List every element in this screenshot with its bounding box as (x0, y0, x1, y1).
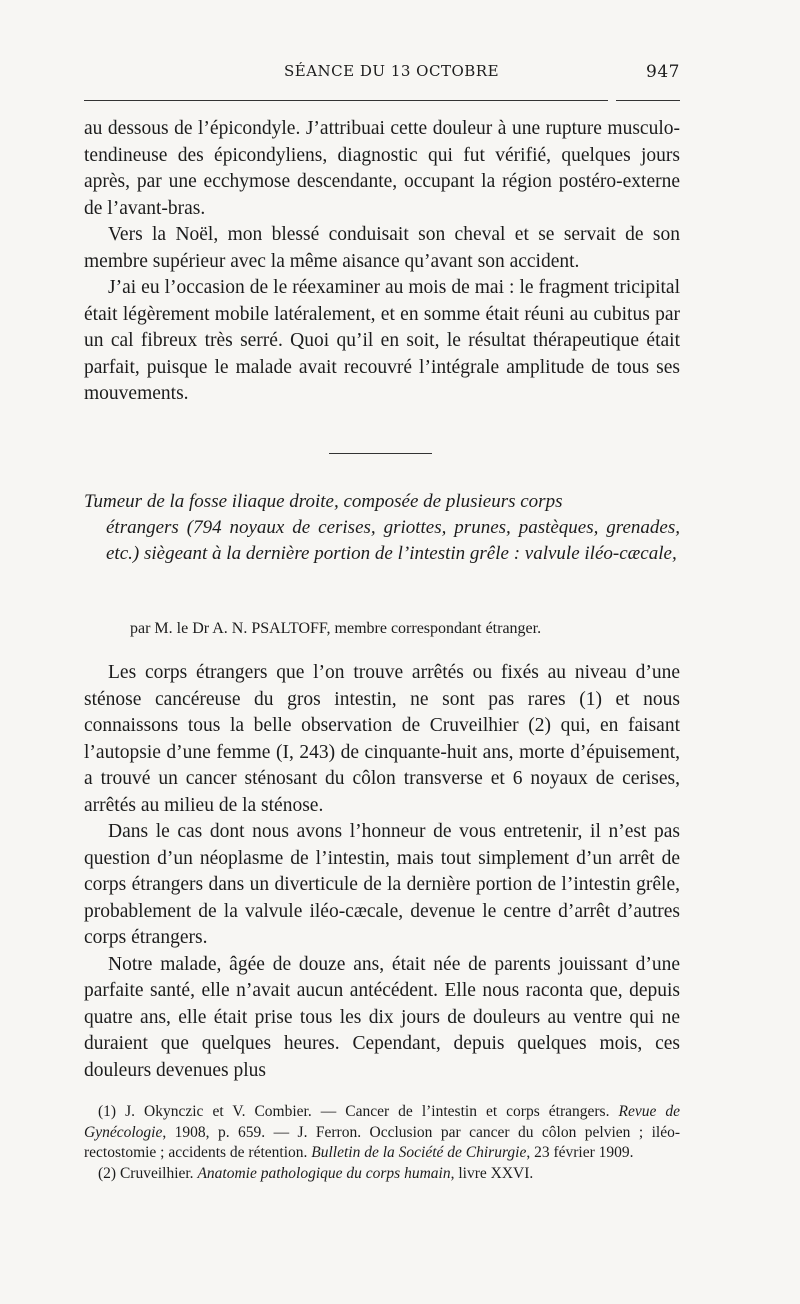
footnote-1-journal: Revue de Gynécologie (84, 1103, 680, 1141)
footnote-1-text-b: , 1908, p. 659. — J. Ferron. Occlusion par cancer du côlon pelvien ; iléo-rectostomie ; accidents de rétention. (84, 1123, 680, 1161)
running-head (84, 52, 680, 92)
footnotes (84, 1102, 680, 1184)
article-title-rest: étrangers (794 noyaux de cerises, griottes, prunes, pastèques, grenades, etc.) siègeant à la dernière portion de l’intestin grêle : valvule iléo-cæcale, (106, 517, 680, 564)
section-article-body (84, 660, 680, 1084)
paragraph: Vers la Noël, mon blessé conduisait son cheval et se servait de son membre supérieur avec la même aisance qu’avant son accident. (84, 224, 680, 272)
page-number: 947 (646, 62, 680, 82)
running-head-title: SÉANCE DU 13 OCTOBRE (284, 62, 500, 80)
byline: par M. le Dr A. N. PSALTOFF, membre correspondant étranger. (130, 620, 542, 637)
footnote-1-text-a: (1) J. Okynczic et V. Combier. — Cancer de l’intestin et corps étrangers. (98, 1103, 610, 1120)
footnote-2-book: Anatomie pathologique du corps humain (197, 1164, 451, 1182)
footnote-2 (84, 1164, 680, 1185)
page (84, 52, 680, 1182)
paragraph: Dans le cas dont nous avons l’honneur de vous entretenir, il n’est pas question d’un néoplasme de l’intestin, mais tout simplement d’un arrêt de corps étrangers dans un diverticule de la dernière portion de l’intestin grêle, probablement de la valvule iléo-cæcale, devenue le centre d’arrêt d’autres corps étrangers. (84, 821, 680, 948)
footnote-1 (84, 1102, 680, 1164)
article-title-line1: Tumeur de la fosse iliaque droite, composée de plusieurs corps (84, 491, 563, 512)
paragraph: Les corps étrangers que l’on trouve arrêtés ou fixés au niveau d’une sténose cancéreuse du gros intestin, ne sont pas rares (1) et nous connaissons tous la belle observation de Cruveilhier (2) qui, en faisant l’autopsie d’une femme (I, 243) de cinquante-huit ans, morte d’épuisement, a trouvé un cancer sténosant du côlon transverse et 6 noyaux de cerises, arrêtés au milieu de la sténose. (84, 662, 680, 816)
header-rule-right (616, 100, 680, 101)
section-previous-article (84, 116, 680, 408)
header-rule (84, 100, 608, 101)
paragraph: Notre malade, âgée de douze ans, était née de parents jouissant d’une parfaite santé, elle n’avait aucun antécédent. Elle nous raconta que, depuis quatre ans, elle était prise tous les dix jours de douleurs au ventre qui ne duraient que quelques heures. Cependant, depuis quelques mois, ces douleurs devenues plus (84, 953, 680, 1081)
article-title (84, 489, 680, 567)
footnote-1-bulletin: Bulletin de la Société de Chirurgie (311, 1144, 527, 1161)
footnote-2-text-a: (2) Cruveilhier. (98, 1164, 194, 1182)
paragraph: au dessous de l’épicondyle. J’attribuai cette douleur à une rupture musculo-tendineuse des épicondyliens, diagnostic qui fut vérifié, quelques jours après, par une ecchymose descendante, occupant la région postéro-externe de l’avant-bras. (84, 118, 680, 219)
footnote-1-text-c: , 23 février 1909. (526, 1144, 634, 1161)
footnote-2-text-b: , livre XXVI. (450, 1164, 534, 1182)
section-separator (329, 453, 432, 454)
paragraph: J’ai eu l’occasion de le réexaminer au mois de mai : le fragment tricipital était légèrement mobile latéralement, et en somme était réuni au cubitus par un cal fibreux très serré. Quoi qu’il en soit, le résultat thérapeutique était parfait, puisque le malade avait recouvré l’intégrale amplitude de tous ses mouvements. (84, 277, 680, 404)
